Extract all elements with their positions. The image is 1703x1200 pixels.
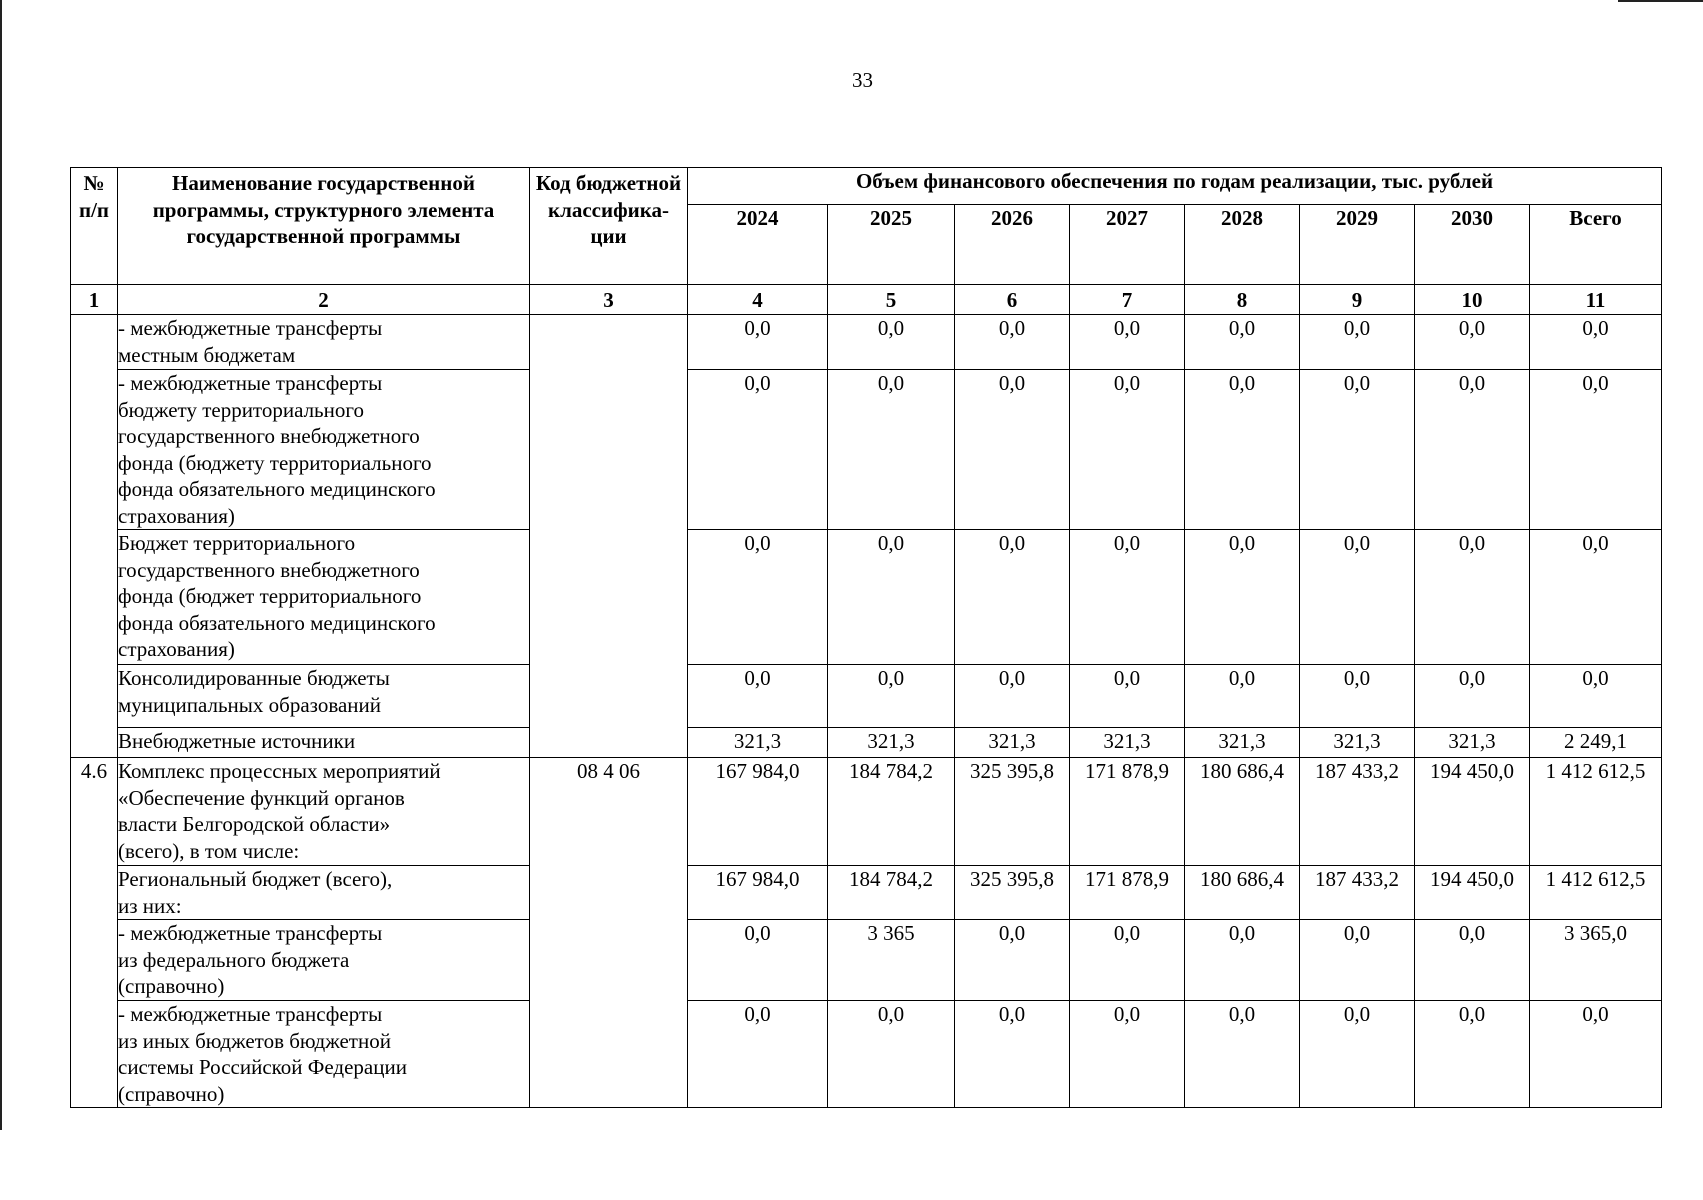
year-value-cell: 0,0 — [955, 665, 1070, 728]
header-year: 2029 — [1300, 205, 1415, 285]
year-value-cell: 0,0 — [1300, 1001, 1415, 1108]
left-edge-line — [0, 0, 2, 1130]
row-name-cell: - межбюджетные трансферты из федерального бюджета (справочно) — [118, 920, 530, 1001]
column-number: 9 — [1300, 285, 1415, 315]
budget-code-cell — [530, 315, 688, 758]
year-value-cell: 187 433,2 — [1300, 866, 1415, 920]
year-value-cell: 0,0 — [1070, 530, 1185, 665]
year-value-cell: 0,0 — [1415, 920, 1530, 1001]
column-number: 6 — [955, 285, 1070, 315]
year-value-cell: 180 686,4 — [1185, 758, 1300, 866]
year-value-cell: 0,0 — [828, 1001, 955, 1108]
year-value-cell: 0,0 — [688, 530, 828, 665]
year-value-cell: 321,3 — [955, 728, 1070, 758]
column-number: 8 — [1185, 285, 1300, 315]
table-row — [71, 920, 1662, 1001]
year-value-cell: 0,0 — [688, 1001, 828, 1108]
year-value-cell: 187 433,2 — [1300, 758, 1415, 866]
year-value-cell: 0,0 — [955, 1001, 1070, 1108]
year-value-cell: 321,3 — [1185, 728, 1300, 758]
total-value-cell: 1 412 612,5 — [1530, 758, 1662, 866]
total-value-cell: 2 249,1 — [1530, 728, 1662, 758]
year-value-cell: 0,0 — [1185, 370, 1300, 530]
table-row — [71, 758, 1662, 866]
year-value-cell: 0,0 — [1415, 315, 1530, 370]
total-value-cell: 0,0 — [1530, 370, 1662, 530]
page-number: 33 — [852, 68, 873, 92]
column-number: 5 — [828, 285, 955, 315]
year-value-cell: 0,0 — [955, 530, 1070, 665]
year-value-cell: 180 686,4 — [1185, 866, 1300, 920]
row-name-cell: Бюджет территориального государственного внебюджетного фонда (бюджет территориального фонда обязательного медицинского страхования) — [118, 530, 530, 665]
year-value-cell: 321,3 — [688, 728, 828, 758]
total-value-cell: 1 412 612,5 — [1530, 866, 1662, 920]
header-program-name: Наименование государственной программы, структурного элемента государственной программы — [118, 168, 530, 285]
year-value-cell: 0,0 — [1300, 920, 1415, 1001]
year-value-cell: 0,0 — [1185, 1001, 1300, 1108]
year-value-cell: 0,0 — [1300, 315, 1415, 370]
year-value-cell: 0,0 — [955, 920, 1070, 1001]
year-value-cell: 321,3 — [1415, 728, 1530, 758]
column-number: 2 — [118, 285, 530, 315]
header-year: 2025 — [828, 205, 955, 285]
year-value-cell: 0,0 — [1070, 315, 1185, 370]
year-value-cell: 0,0 — [1415, 530, 1530, 665]
table-row — [71, 370, 1662, 530]
total-value-cell: 0,0 — [1530, 530, 1662, 665]
year-value-cell: 184 784,2 — [828, 866, 955, 920]
year-value-cell: 0,0 — [1185, 665, 1300, 728]
year-value-cell: 0,0 — [1300, 370, 1415, 530]
year-value-cell: 321,3 — [1300, 728, 1415, 758]
total-value-cell: 0,0 — [1530, 315, 1662, 370]
year-value-cell: 184 784,2 — [828, 758, 955, 866]
total-value-cell: 0,0 — [1530, 1001, 1662, 1108]
year-value-cell: 171 878,9 — [1070, 758, 1185, 866]
top-right-edge-line — [1618, 0, 1703, 2]
row-name-cell: Региональный бюджет (всего), из них: — [118, 866, 530, 920]
year-value-cell: 167 984,0 — [688, 758, 828, 866]
year-value-cell: 0,0 — [1185, 920, 1300, 1001]
year-value-cell: 0,0 — [1415, 665, 1530, 728]
year-value-cell: 0,0 — [955, 315, 1070, 370]
year-value-cell: 0,0 — [688, 315, 828, 370]
year-value-cell: 0,0 — [1070, 1001, 1185, 1108]
row-name-cell: Консолидированные бюджеты муниципальных образований — [118, 665, 530, 728]
year-value-cell: 321,3 — [1070, 728, 1185, 758]
header-total: Всего — [1530, 205, 1662, 285]
year-value-cell: 0,0 — [1185, 530, 1300, 665]
header-year: 2026 — [955, 205, 1070, 285]
row-name-cell: - межбюджетные трансферты местным бюджетам — [118, 315, 530, 370]
table-row — [71, 530, 1662, 665]
year-value-cell: 194 450,0 — [1415, 758, 1530, 866]
year-value-cell: 0,0 — [828, 665, 955, 728]
column-number: 7 — [1070, 285, 1185, 315]
year-value-cell: 0,0 — [1415, 370, 1530, 530]
year-value-cell: 0,0 — [828, 530, 955, 665]
year-value-cell: 171 878,9 — [1070, 866, 1185, 920]
year-value-cell: 0,0 — [828, 370, 955, 530]
header-year: 2024 — [688, 205, 828, 285]
header-year: 2027 — [1070, 205, 1185, 285]
budget-table — [70, 167, 1662, 1108]
row-number-cell: 4.6 — [71, 758, 118, 1108]
table-row — [71, 315, 1662, 370]
row-name-cell: - межбюджетные трансферты бюджету территориального государственного внебюджетного фонда (бюджету территориального фонда обязательного медицинского страхования) — [118, 370, 530, 530]
year-value-cell: 0,0 — [688, 370, 828, 530]
year-value-cell: 0,0 — [1070, 665, 1185, 728]
year-value-cell: 194 450,0 — [1415, 866, 1530, 920]
row-number-cell — [71, 315, 118, 758]
column-number: 1 — [71, 285, 118, 315]
row-name-cell: Внебюджетные источники — [118, 728, 530, 758]
column-number: 3 — [530, 285, 688, 315]
header-year: 2030 — [1415, 205, 1530, 285]
header-number: № п/п — [71, 168, 118, 285]
year-value-cell: 0,0 — [1300, 530, 1415, 665]
year-value-cell: 325 395,8 — [955, 866, 1070, 920]
total-value-cell: 0,0 — [1530, 665, 1662, 728]
table-row — [71, 1001, 1662, 1108]
year-value-cell: 0,0 — [688, 920, 828, 1001]
header-funding-volume: Объем финансового обеспечения по годам реализации, тыс. рублей — [688, 168, 1662, 205]
year-value-cell: 0,0 — [688, 665, 828, 728]
year-value-cell: 325 395,8 — [955, 758, 1070, 866]
column-number: 4 — [688, 285, 828, 315]
table-body — [71, 315, 1662, 1108]
total-value-cell: 3 365,0 — [1530, 920, 1662, 1001]
table-row — [71, 728, 1662, 758]
year-value-cell: 0,0 — [1415, 1001, 1530, 1108]
column-number: 10 — [1415, 285, 1530, 315]
budget-code-cell: 08 4 06 — [530, 758, 688, 1108]
year-value-cell: 0,0 — [1070, 920, 1185, 1001]
table-row — [71, 866, 1662, 920]
year-value-cell: 0,0 — [955, 370, 1070, 530]
year-value-cell: 0,0 — [1185, 315, 1300, 370]
year-value-cell: 167 984,0 — [688, 866, 828, 920]
column-number: 11 — [1530, 285, 1662, 315]
table-row — [71, 665, 1662, 728]
header-budget-code: Код бюджетной классифика-ции — [530, 168, 688, 285]
year-value-cell: 0,0 — [1300, 665, 1415, 728]
year-value-cell: 321,3 — [828, 728, 955, 758]
row-name-cell: - межбюджетные трансферты из иных бюджетов бюджетной системы Российской Федерации (справочно) — [118, 1001, 530, 1108]
year-value-cell: 0,0 — [828, 315, 955, 370]
year-value-cell: 3 365 — [828, 920, 955, 1001]
year-value-cell: 0,0 — [1070, 370, 1185, 530]
row-name-cell: Комплекс процессных мероприятий «Обеспечение функций органов власти Белгородской области» (всего), в том числе: — [118, 758, 530, 866]
header-year: 2028 — [1185, 205, 1300, 285]
